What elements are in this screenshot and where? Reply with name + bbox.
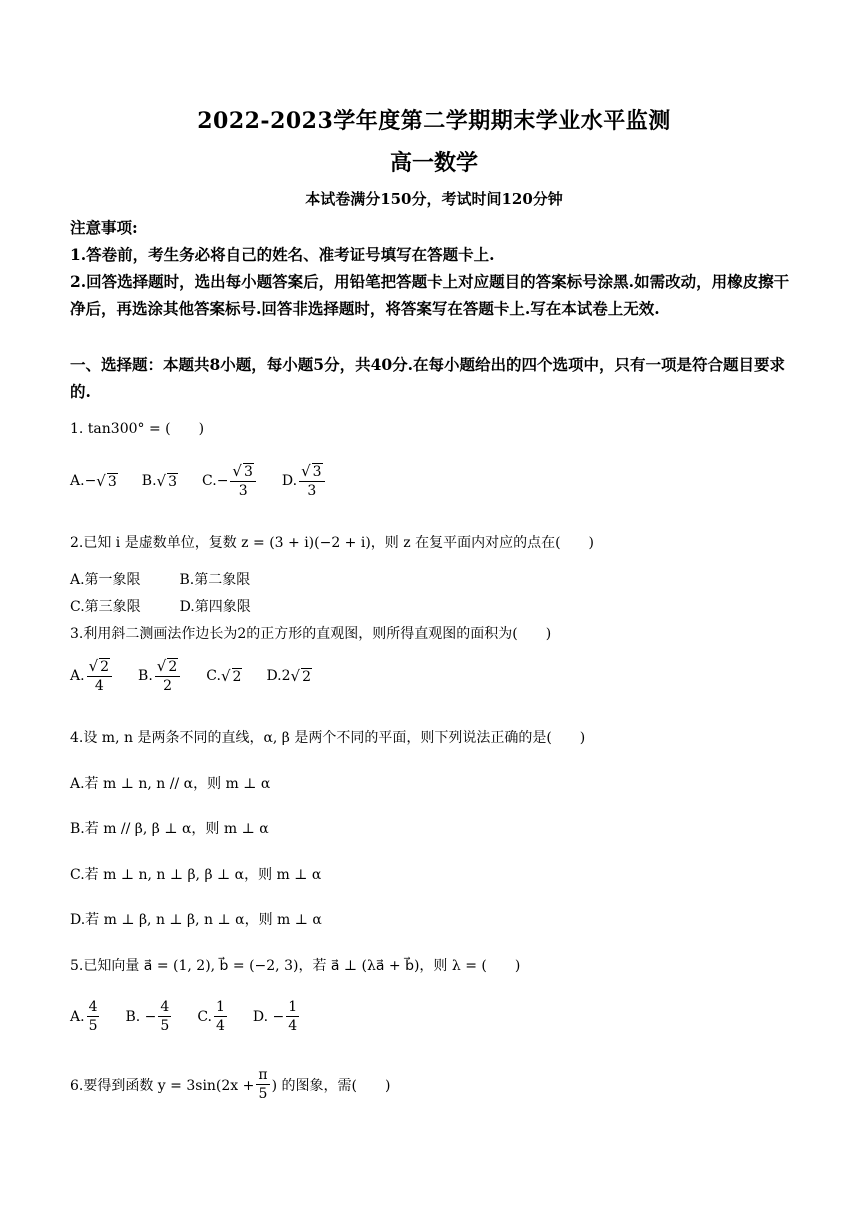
option-c: C. √ 2 xyxy=(206,667,242,685)
exam-info: 本试卷满分150分，考试时间120分钟 xyxy=(305,190,563,208)
question-4-stem: 4.设 m, n 是两条不同的直线，α, β 是两个不同的平面，则下列说法正确的是( ) xyxy=(70,730,586,746)
option-d: D.第四象限 xyxy=(179,599,251,615)
option-b: B. − $\frac{4}{5}$ xyxy=(125,999,170,1034)
option-d: D. $\frac{√ 3}{3}$ xyxy=(282,462,327,500)
option-b: B. √ 3 xyxy=(141,472,178,490)
option-b: B. $\frac{√ 2}{2}$ xyxy=(138,657,182,695)
exam-title: 2022-2023学年度第二学期期末学业水平监测 xyxy=(197,108,671,134)
fraction: $\frac{√ 2}{2}$ xyxy=(155,657,180,695)
fraction: $\frac{4}{5}$ xyxy=(88,999,98,1034)
radical-icon: √ xyxy=(290,667,301,685)
notes-section xyxy=(70,214,804,322)
question-2-options-row-2 xyxy=(70,596,251,616)
radical-icon: √ xyxy=(220,667,231,685)
option-a: A. $\frac{√ 2}{4}$ xyxy=(70,657,114,695)
question-5-stem: 5.已知向量 a⃗ = (1, 2), b⃗ = (−2, 3)，若 a⃗ ⊥ (λa⃗ + b⃗)，则 λ = ( ) xyxy=(70,958,521,974)
radical-icon: √ xyxy=(96,472,106,490)
fraction: $\frac{4}{5}$ xyxy=(160,999,170,1034)
option-c: C. $\frac{1}{4}$ xyxy=(197,999,225,1034)
fraction: $\frac{1}{4}$ xyxy=(216,999,225,1034)
question-1-stem: 1. tan300° = ( ) xyxy=(70,421,205,437)
question-3-stem: 3.利用斜二测画法作边长为2的正方形的直观图，则所得直观图的面积为( ) xyxy=(70,626,552,642)
radical-icon: √ xyxy=(88,657,99,675)
question-4-option-c: C.若 m ⊥ n, n ⊥ β, β ⊥ α，则 m ⊥ α xyxy=(70,867,322,883)
question-1-options xyxy=(70,462,351,500)
option-c: C.第三象限 xyxy=(70,599,141,615)
fraction: $\frac{\pi}{5}$ xyxy=(258,1067,268,1102)
option-a: A. − √ 3 xyxy=(70,472,117,490)
question-2-options-row-1 xyxy=(70,569,250,589)
question-4-option-d: D.若 m ⊥ β, n ⊥ β, n ⊥ α，则 m ⊥ α xyxy=(70,912,322,928)
exam-subject: 高一数学 xyxy=(389,150,478,176)
option-d: D. − $\frac{1}{4}$ xyxy=(252,999,298,1034)
section-heading: 一、选择题：本题共8小题，每小题5分，共40分.在每小题给出的四个选项中，只有一项是符合题目要求的. xyxy=(70,355,786,401)
question-2-stem: 2.已知 i 是虚数单位，复数 z = (3 + i)(−2 + i)，则 z 在复平面内对应的点在( ) xyxy=(70,535,595,551)
radical-icon: √ xyxy=(156,657,167,675)
question-3-options xyxy=(70,657,336,695)
note-item: 2.回答选择题时，选出每小题答案后，用铅笔把答题卡上对应题目的答案标号涂黑.如需改动，用橡皮擦干净后，再选涂其他答案标号.回答非选择题时，将答案写在答题卡上.写在本试卷上无效. xyxy=(70,272,790,318)
question-5-options xyxy=(70,998,325,1035)
notes-heading: 注意事项: xyxy=(70,218,138,237)
fraction: $\frac{√ 3}{3}$ xyxy=(230,462,255,500)
option-d: D. 2 √ 2 xyxy=(266,667,312,685)
option-b: B.第二象限 xyxy=(179,572,251,588)
fraction: $\frac{√ 2}{4}$ xyxy=(87,657,112,695)
question-6-stem: 6.要得到函数 y = 3sin(2x + $\frac{\pi}{5}$ ) 的图象，需( ) xyxy=(70,1067,391,1102)
question-4-option-a: A.若 m ⊥ n, n // α，则 m ⊥ α xyxy=(70,776,271,792)
question-4-option-b: B.若 m // β, β ⊥ α，则 m ⊥ α xyxy=(70,821,269,837)
option-a: A.第一象限 xyxy=(70,572,141,588)
option-a: A. $\frac{4}{5}$ xyxy=(70,999,98,1034)
fraction: $\frac{√ 3}{3}$ xyxy=(299,462,324,500)
radical-icon: √ xyxy=(301,462,311,480)
note-item: 1.答卷前，考生务必将自己的姓名、准考证号填写在答题卡上. xyxy=(70,245,495,264)
fraction: $\frac{1}{4}$ xyxy=(288,999,298,1034)
radical-icon: √ xyxy=(156,472,167,490)
radical-icon: √ xyxy=(232,462,242,480)
option-c: C. − $\frac{√ 3}{3}$ xyxy=(202,462,258,500)
